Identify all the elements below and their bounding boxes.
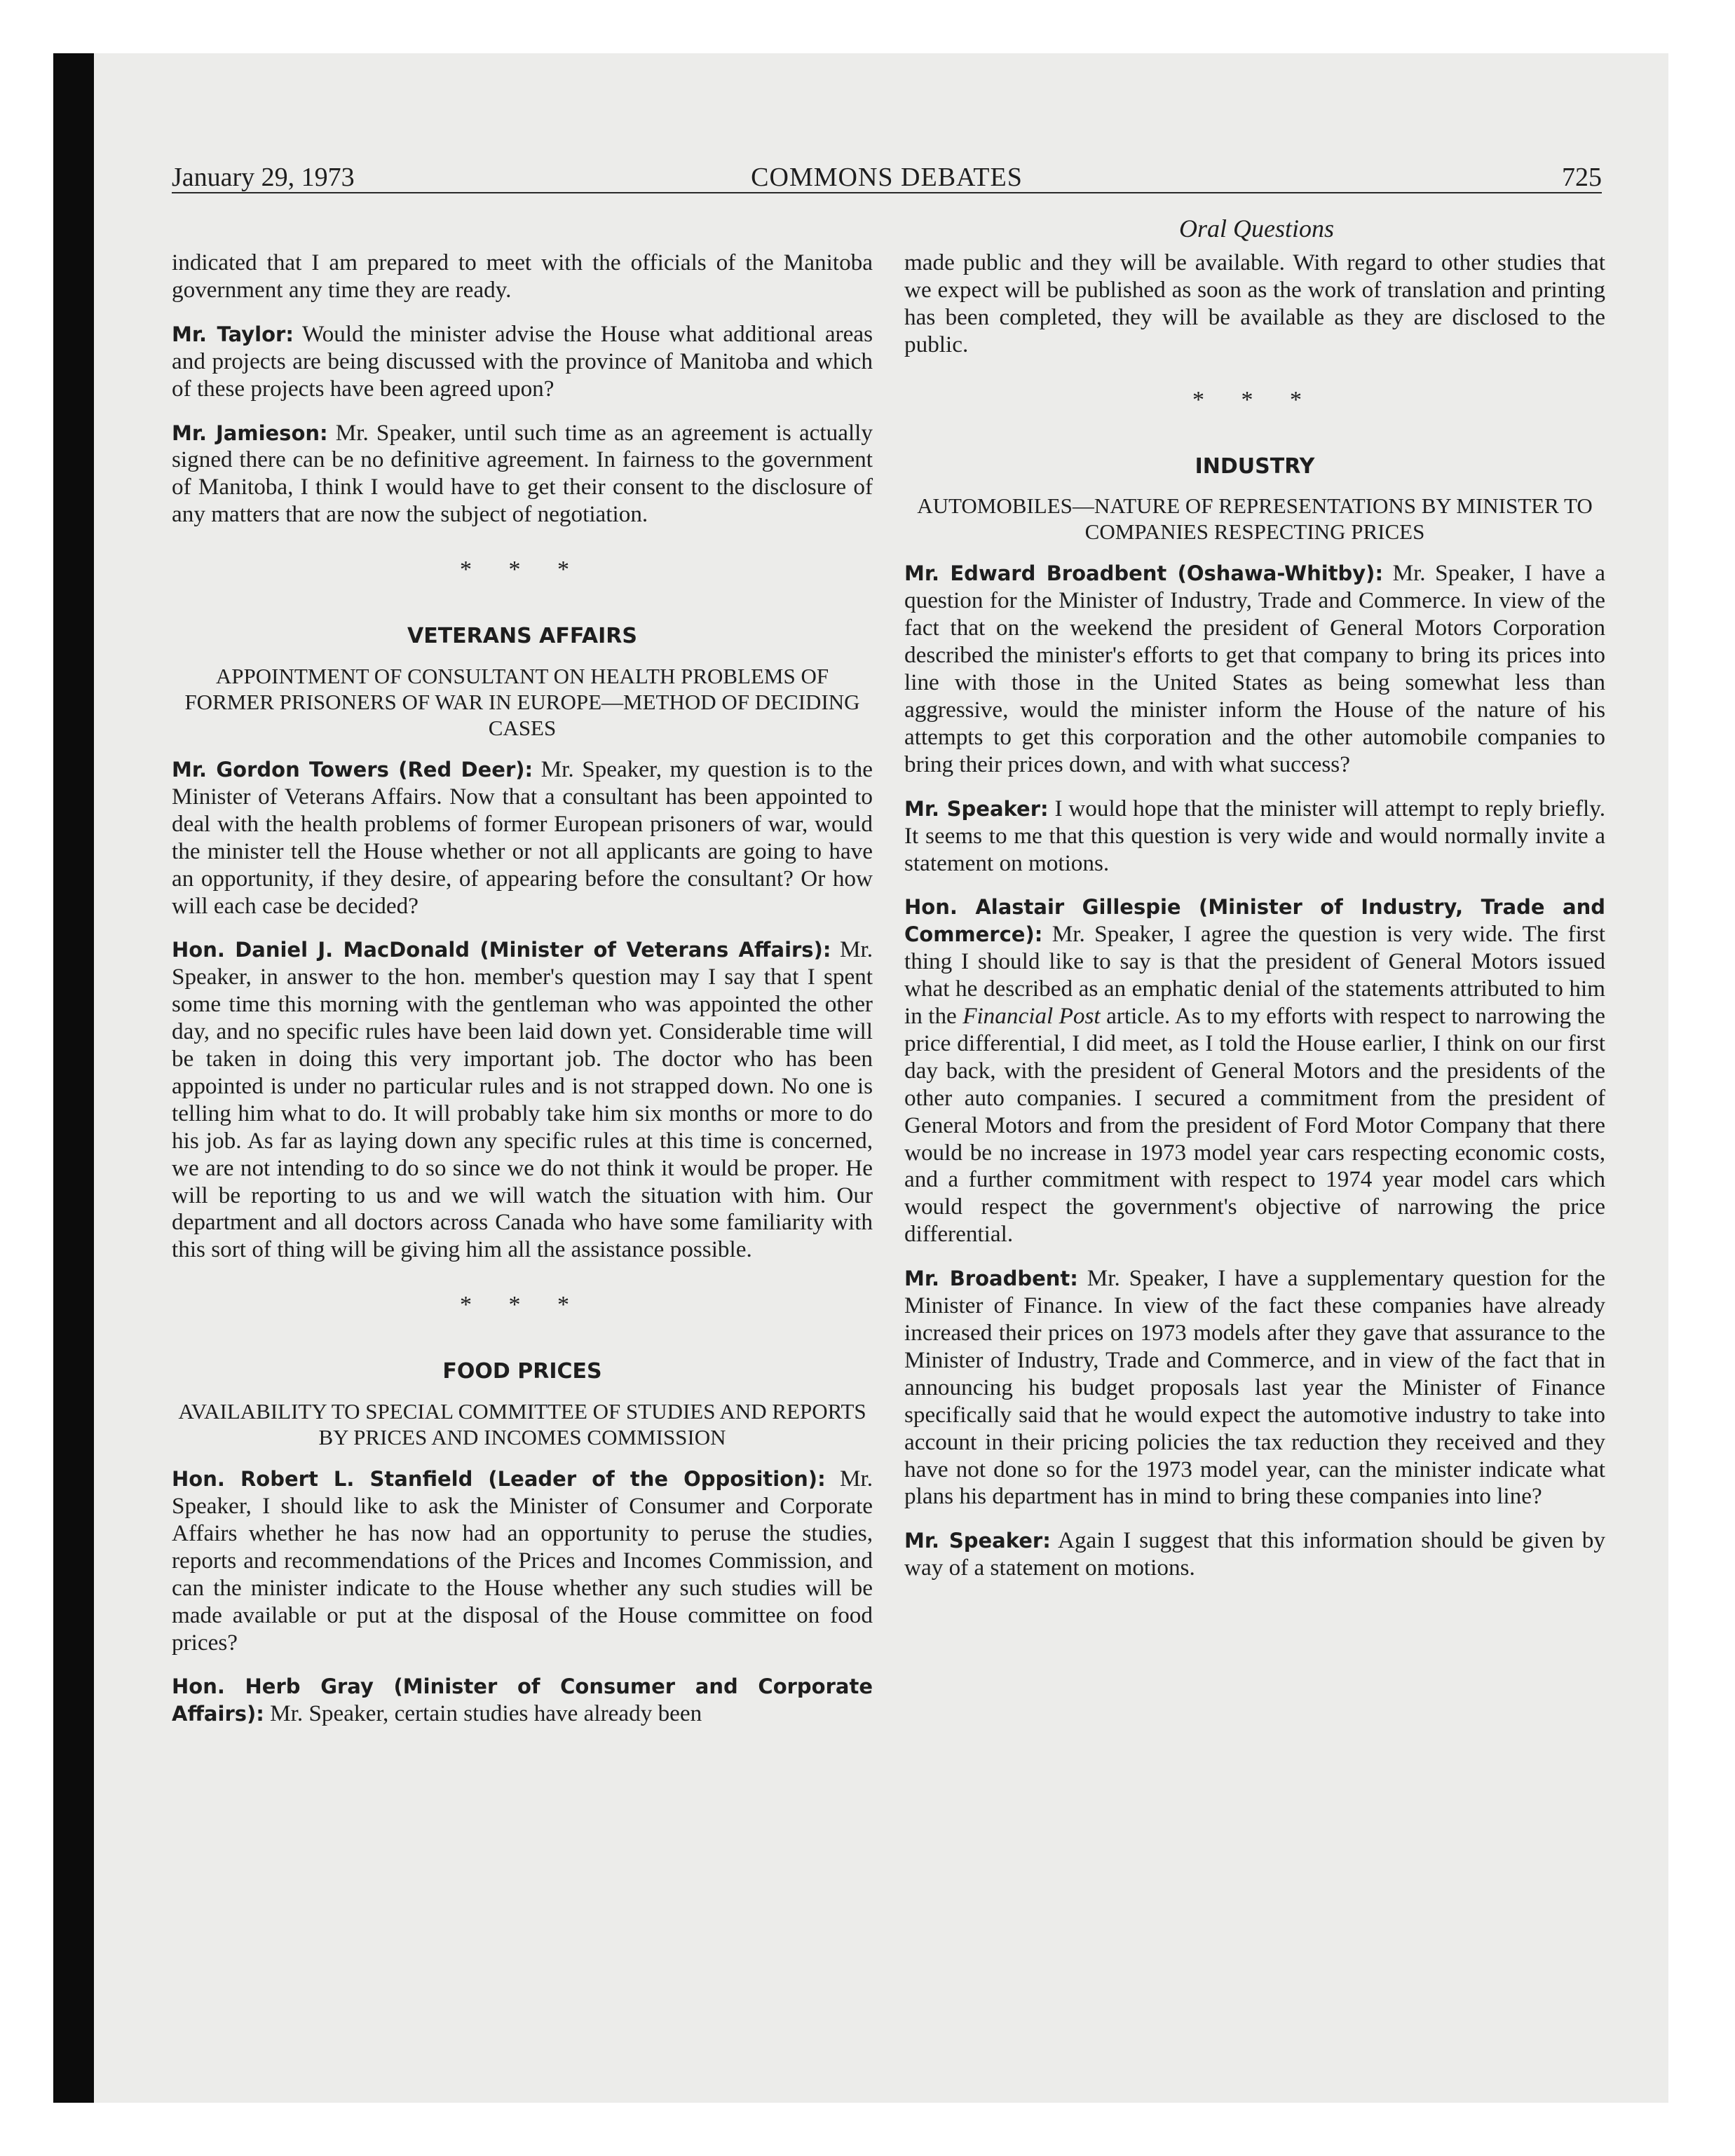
paragraph-text: Mr. Speaker, I should like to ask the Minister of Consumer and Corporate Affairs whether he has now had an opportunity to peruse the studies, reports and recommendations of the Prices and Incomes Commission, and can the minister indicate to the House whether any such studies will be made available or put at the disposal of the House committee on food prices? (172, 1466, 873, 1656)
paragraph-text: made public and they will be available. With regard to other studies that we expect will be published as soon as the work of translation and printing has been completed, they will be available as they are disclosed to the public. (904, 250, 1605, 357)
section-title: VETERANS AFFAIRS (407, 624, 637, 649)
section-separator: * * * (460, 557, 585, 583)
header-date: January 29, 1973 (172, 163, 355, 192)
right-column (904, 250, 1605, 1599)
speaker-name: Mr. Taylor: (172, 322, 294, 346)
speaker-name: Hon. Robert L. Stanfield (Leader of the Opposition): (172, 1467, 826, 1492)
speaker-name: Mr. Speaker: (904, 1529, 1051, 1553)
paragraph (172, 250, 873, 304)
paragraph-text: Mr. Speaker, in answer to the hon. member's question may I say that I spent some time this morning with the gentleman who was appointed the other day, and no specific rules have been laid down yet. Considerable time will be taken in doing this very important job. The doctor who has been appointed is under no particular rules and is not strapped down. No one is telling him what to do. It will probably take him six months or more to do his job. As far as laying down any specific rules at this time is concerned, we are not intending to do so since we do not think it would be proper. He will be reporting to us and we will watch the situation with him. Our department and all doctors across Canada who have some familiarity with this sort of thing will be giving him all the assistance possible. (172, 936, 873, 1263)
left-column (172, 250, 873, 1745)
paragraph (904, 250, 1605, 359)
section-separator: * * * (1192, 386, 1317, 413)
paragraph (904, 1265, 1605, 1510)
paragraph-text: Mr. Speaker, I have a supplementary question for the Minister of Finance. In view of the fact these companies have already increased their prices on 1973 models after they gave that assurance to the Minister of Industry, Trade and Commerce, and in view of the fact that in announcing his budget proposals last year the Minister of Finance specifically said that he would expect the automotive industry to take into account in their pricing policies the tax reduction they received and they have not done so for the 1973 model year, can the minister indicate what plans his department has in mind to bring these companies into line? (904, 1265, 1605, 1510)
paragraph (904, 894, 1605, 1248)
paragraph (172, 1673, 873, 1728)
paragraph-text: Mr. Speaker, until such time as an agreement is actually signed there can be no definitive agreement. In fairness to the government of Manitoba, I think I would have to get their consent to the disclosure of any matters that are now the subject of negotiation. (172, 419, 873, 528)
paragraph-text: article. As to my efforts with respect to narrowing the price differential, I did meet, as I told the House earlier, I think on our first day back, with the president of General Motors and the presidents of the other auto companies. I secured a commitment from the president of General Motors and from the president of Ford Motor Company that there would be no increase in 1973 model year cars respecting economic costs, and a further commitment with respect to 1974 year model cars which would respect the government's objective of narrowing the price differential. (904, 1003, 1606, 1248)
paragraph-text: Mr. Speaker, I have a question for the Minister of Industry, Trade and Commerce. In view of the fact that on the weekend the president of General Motors Corporation described the minister's efforts to get that company to bring its prices into line with those in the United States as being somewhat less than aggressive, would the minister inform the House of the nature of his attempts to get this corporation and the other automobile companies to bring their prices down, and with what success? (904, 560, 1606, 777)
speaker-name: Hon. Daniel J. MacDonald (Minister of Veterans Affairs): (172, 938, 831, 962)
header-journal-title: COMMONS DEBATES (751, 163, 1023, 192)
section-separator: * * * (460, 1292, 585, 1318)
publication-title: Financial Post (962, 1003, 1101, 1030)
paragraph (172, 936, 873, 1264)
paragraph (172, 420, 873, 529)
paragraph-text: Mr. Speaker, I agree the question is very wide. The first thing I should like to say is that the president of General Motors issued what he described as an emphatic denial of the statements attributed to him in the (904, 921, 1605, 1030)
section-title: INDUSTRY (1195, 453, 1315, 479)
header-rule (172, 192, 1602, 193)
paragraph-text: I would hope that the minister will attempt to reply briefly. It seems to me that this question is very wide and would normally invite a statement on motions. (904, 795, 1605, 876)
speaker-name: Hon. Alastair Gillespie (Minister of Industry, Trade and Commerce): (904, 895, 1605, 947)
section-subhead: AVAILABILITY TO SPECIAL COMMITTEE OF STUDIES AND REPORTS BY PRICES AND INCOMES COMMISSION (178, 1399, 866, 1450)
speaker-name: Mr. Speaker: (904, 796, 1049, 821)
running-head: Oral Questions (1178, 214, 1334, 243)
speaker-name: Hon. Herb Gray (Minister of Consumer and Corporate Affairs): (172, 1674, 873, 1726)
paragraph-text: indicated that I am prepared to meet with the officials of the Manitoba government any time they are ready. (172, 250, 873, 303)
paragraph (172, 1466, 873, 1656)
paragraph (904, 1527, 1605, 1582)
scan-edge-border (53, 53, 94, 2103)
header-page-number: 725 (1562, 163, 1602, 192)
paragraph (904, 796, 1605, 878)
section-subhead: AUTOMOBILES—NATURE OF REPRESENTATIONS BY MINISTER TO COMPANIES RESPECTING PRICES (917, 493, 1593, 545)
speaker-name: Mr. Gordon Towers (Red Deer): (172, 757, 533, 782)
paragraph-text: Would the minister advise the House what additional areas and projects are being discussed with the province of Manitoba and which of these projects have been agreed upon? (172, 320, 873, 402)
section-subhead: APPOINTMENT OF CONSULTANT ON HEALTH PROBLEMS OF FORMER PRISONERS OF WAR IN EUROPE—METHOD OF DECIDING CASES (184, 663, 860, 740)
paragraph (172, 756, 873, 920)
paragraph-text: Mr. Speaker, certain studies have already been (264, 1700, 702, 1727)
speaker-name: Mr. Broadbent: (904, 1267, 1078, 1291)
speaker-name: Mr. Edward Broadbent (Oshawa-Whitby): (904, 561, 1384, 586)
paragraph (172, 321, 873, 403)
speaker-name: Mr. Jamieson: (172, 421, 328, 445)
paragraph (904, 560, 1605, 778)
paragraph-text: Mr. Speaker, my question is to the Minister of Veterans Affairs. Now that a consultant has been appointed to deal with the health problems of former European prisoners of war, would the minister tell the House whether or not all applicants are going to have an opportunity, if they desire, of appearing before the consultant? Or how will each case be decided? (172, 756, 873, 919)
paragraph-text: Again I suggest that this information should be given by way of a statement on motions. (904, 1527, 1605, 1581)
page-header (172, 160, 1602, 195)
section-title: FOOD PRICES (442, 1359, 602, 1384)
